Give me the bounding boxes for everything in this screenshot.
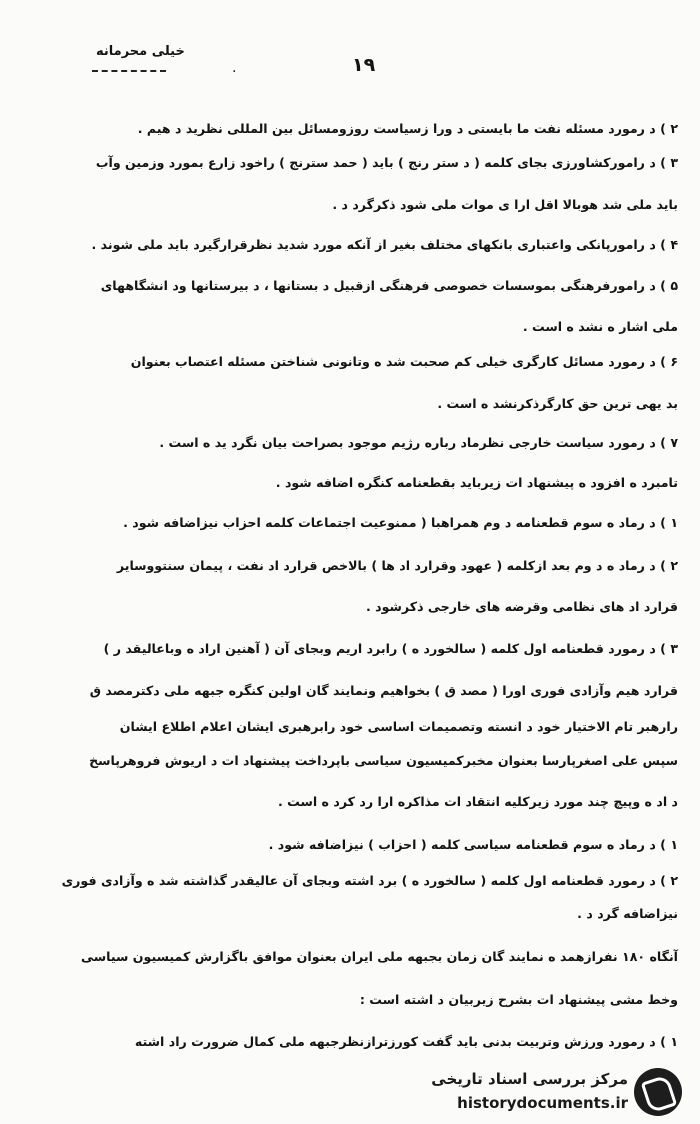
text-line: ۱ ) د رماد ه سوم قطعنامه سیاسی کلمه ( احزاب ) نیزاضافه شود . [268,837,678,852]
text-line: تامبرد ه افزود ه پیشنهاد ات زیرباید بقطعنامه کنگره اضافه شود . [275,475,678,490]
text-line: ۲ ) د رماد ه د وم بعد ازکلمه ( عهود وقرارد اد ها ) بالاخص قرارد اد نفت ، پیمان سنتووسایر [116,558,678,573]
text-line: ۳ ) د رامورکشاورزی بجای کلمه ( د ستر رنج ) باید ( حمد سترنج ) راخود زارع بمورد وزمین وآب [95,155,678,170]
text-line: آنگاه ۱۸۰ نفرازهمد ه نمایند گان زمان بجبهه ملی ایران بعنوان موافق باگزارش کمیسیون سیاسی [81,949,678,964]
watermark [403,1064,688,1120]
text-line: باید ملی شد هوبالا اقل ارا ی موات ملی شود ذکرگرد د . [332,197,678,212]
text-line: رارهبر تام الاختیار خود د انسته وتصمیمات اساسی خود رابرهبری ایشان اعلام اطلاع ایشان [119,719,678,734]
text-line: قرارد اد های نظامی وقرضه های خارجی ذکرشود . [366,599,678,614]
text-line: د اد ه وپیچ چند مورد زیرکلیه انتقاد ات مذاکره ارا رد کرد ه است . [277,794,678,809]
document-seal-icon [634,1068,682,1116]
text-line: ۵ ) د رامورفرهنگی بموسسات خصوصی فرهنگی ازقبیل د بستانها ، د بیرستانها ود انشگاههای [100,278,678,293]
text-line: سپس علی اصغرپارسا بعنوان مخبرکمیسیون سیاسی باپرداخت پیشنهاد ات د اریوش فروهرپاسخ [89,753,678,768]
classification-label: خیلی محرمانه [96,44,185,59]
text-line: ۶ ) د رمورد مسائل کارگری خیلی کم صحبت شد ه وتانونی شناختن مسئله اعتصاب بعنوان [130,354,678,369]
text-line: ۳ ) د رمورد قطعنامه اول کلمه ( سالخورد ه ) رابرد اریم وبجای آن ( آهنین اراد ه وباعالیقد ر ) [103,641,678,656]
text-line: ۲ ) د رمورد قطعنامه اول کلمه ( سالخورد ه ) برد اشته وبجای آن عالیقدر گذاشته شد ه وآزادی فوری [61,873,678,888]
text-line: نیزاضافه گرد د . [577,906,678,921]
text-line: ۴ ) د رامورپانکی واعتباری بانکهای مختلف بغیر از آنکه مورد شدید نظرقرارگیرد باید ملی شوند . [91,237,678,252]
text-line: ۱ ) د رماد ه سوم قطعنامه د وم همراهبا ( ممنوعیت اجتماعات کلمه احزاب نیزاضافه شود . [123,515,678,530]
text-line: بد یهی ترین حق کارگرذکرنشد ه است . [437,396,678,411]
text-line: ملی اشار ه نشد ه است . [522,319,678,334]
header-dot: . [232,60,237,76]
page-number: ۱۹ [352,54,376,76]
text-line: ۲ ) د رمورد مسئله نفت ما بایستی د ورا زسیاست روزومسائل بین المللی نظرید د هیم . [137,121,678,136]
watermark-url: historydocuments.ir [457,1094,628,1112]
text-line: وخط مشی پیشنهاد ات بشرح زیربیان د اشته است : [359,992,678,1007]
text-line: ۱ ) د رمورد ورزش وتربیت بدنی باید گفت کورزترازنظرجبهه ملی کمال ضرورت راد اشته [134,1034,678,1049]
watermark-title: مرکز بررسی اسناد تاریخی [431,1070,628,1088]
text-line: قرارد هیم وآزادی فوری اورا ( مصد ق ) بخواهیم ونمایند گان اولین کنگره جبهه ملی دکترمصد ق [89,683,678,698]
text-line: ۷ ) د رمورد سیاست خارجی نظرماد رباره رژیم موجود بصراحت بیان نگرد ید ه است . [159,435,678,450]
